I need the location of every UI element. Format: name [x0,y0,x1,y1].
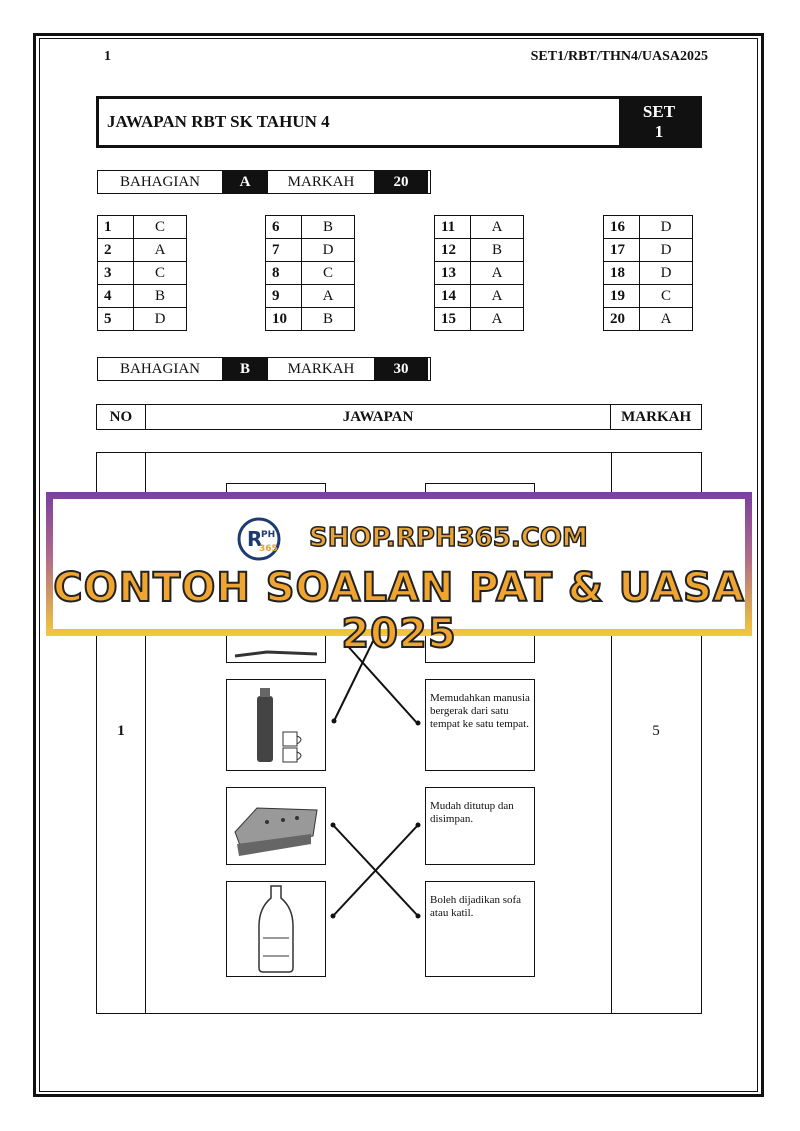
answer-value: B [134,285,187,308]
bahagian-label: BAHAGIAN [98,171,222,193]
set-label: SET [642,102,676,121]
header-jawapan: JAWAPAN [146,405,611,429]
question-number: 9 [266,285,302,308]
answer-row [435,262,524,285]
answer-table-2 [265,215,355,331]
answer-row [435,285,524,308]
answer-row [604,239,693,262]
bahagian-value: A [222,171,268,193]
answer-row [266,216,355,239]
question-number: 20 [604,308,640,331]
answer-row [604,285,693,308]
answer-value: D [134,308,187,331]
question-number: 18 [604,262,640,285]
markah-value: 20 [374,171,428,193]
bahagian-value: B [222,358,268,380]
svg-text:PH: PH [261,530,276,540]
question-number: 4 [98,285,134,308]
answer-value: D [302,239,355,262]
question-number: 1 [117,723,125,739]
answer-value: A [302,285,355,308]
shop-url[interactable]: SHOP.RPH365.COM [309,523,588,553]
answer-row [435,216,524,239]
page-title: JAWAPAN RBT SK TAHUN 4 [107,112,330,131]
question-number: 8 [266,262,302,285]
answer-row [604,262,693,285]
markah-label: MARKAH [268,171,374,193]
answer-row [604,216,693,239]
answer-table-4 [603,215,693,331]
answer-row [98,285,187,308]
set-badge [619,99,699,145]
question-number: 10 [266,308,302,331]
answer-value: B [471,239,524,262]
answer-table-3 [434,215,524,331]
answer-value: C [134,216,187,239]
answer-table-1 [97,215,187,331]
page-number: 1 [104,49,111,64]
answer-row [98,239,187,262]
answer-row [266,239,355,262]
question-number: 14 [435,285,471,308]
answer-value: A [471,262,524,285]
banner-headline: CONTOH SOALAN PAT & UASA 2025 [53,565,745,657]
answer-row [435,239,524,262]
question-number: 5 [98,308,134,331]
answer-value: C [302,262,355,285]
question-number: 6 [266,216,302,239]
question-number: 15 [435,308,471,331]
answer-value: B [302,308,355,331]
answer-row [266,262,355,285]
set-number: 1 [654,122,664,141]
answer-value: A [134,239,187,262]
title-box [96,96,702,148]
question-number: 7 [266,239,302,262]
section-b-header [96,404,702,430]
svg-text:365: 365 [259,544,278,554]
rph365-logo-icon [237,517,289,561]
answer-value: C [640,285,693,308]
answer-row [435,308,524,331]
answer-value: D [640,216,693,239]
section-b-bar [97,357,431,381]
answer-value: D [640,239,693,262]
description-box-1: Memudahkan manusia bergerak dari satu tempat ke satu tempat. [425,679,535,771]
answer-row [98,308,187,331]
question-number: 16 [604,216,640,239]
answer-value: A [471,285,524,308]
answer-row [266,308,355,331]
document-code: SET1/RBT/THN4/UASA2025 [530,49,708,64]
answer-value: C [134,262,187,285]
svg-text:R: R [247,527,263,551]
answer-value: A [640,308,693,331]
promo-banner [46,492,752,657]
description-box-2: Mudah ditutup dan disimpan. [425,787,535,865]
answer-value: B [302,216,355,239]
header-no: NO [97,405,146,429]
question-number: 3 [98,262,134,285]
answer-value: D [640,262,693,285]
question-number: 17 [604,239,640,262]
answer-row [98,262,187,285]
bahagian-label: BAHAGIAN [98,358,222,380]
question-number: 13 [435,262,471,285]
description-box-3: Boleh dijadikan sofa atau katil. [425,881,535,977]
answer-row [266,285,355,308]
question-number: 2 [98,239,134,262]
header-markah: MARKAH [621,408,692,425]
question-number: 19 [604,285,640,308]
markah-label: MARKAH [268,358,374,380]
question-number: 11 [435,216,471,239]
markah-value: 30 [374,358,428,380]
answer-row [98,216,187,239]
answer-row [604,308,693,331]
question-mark: 5 [652,723,660,739]
question-number: 1 [98,216,134,239]
answer-value: A [471,308,524,331]
section-a-bar [97,170,431,194]
question-number: 12 [435,239,471,262]
answer-value: A [471,216,524,239]
